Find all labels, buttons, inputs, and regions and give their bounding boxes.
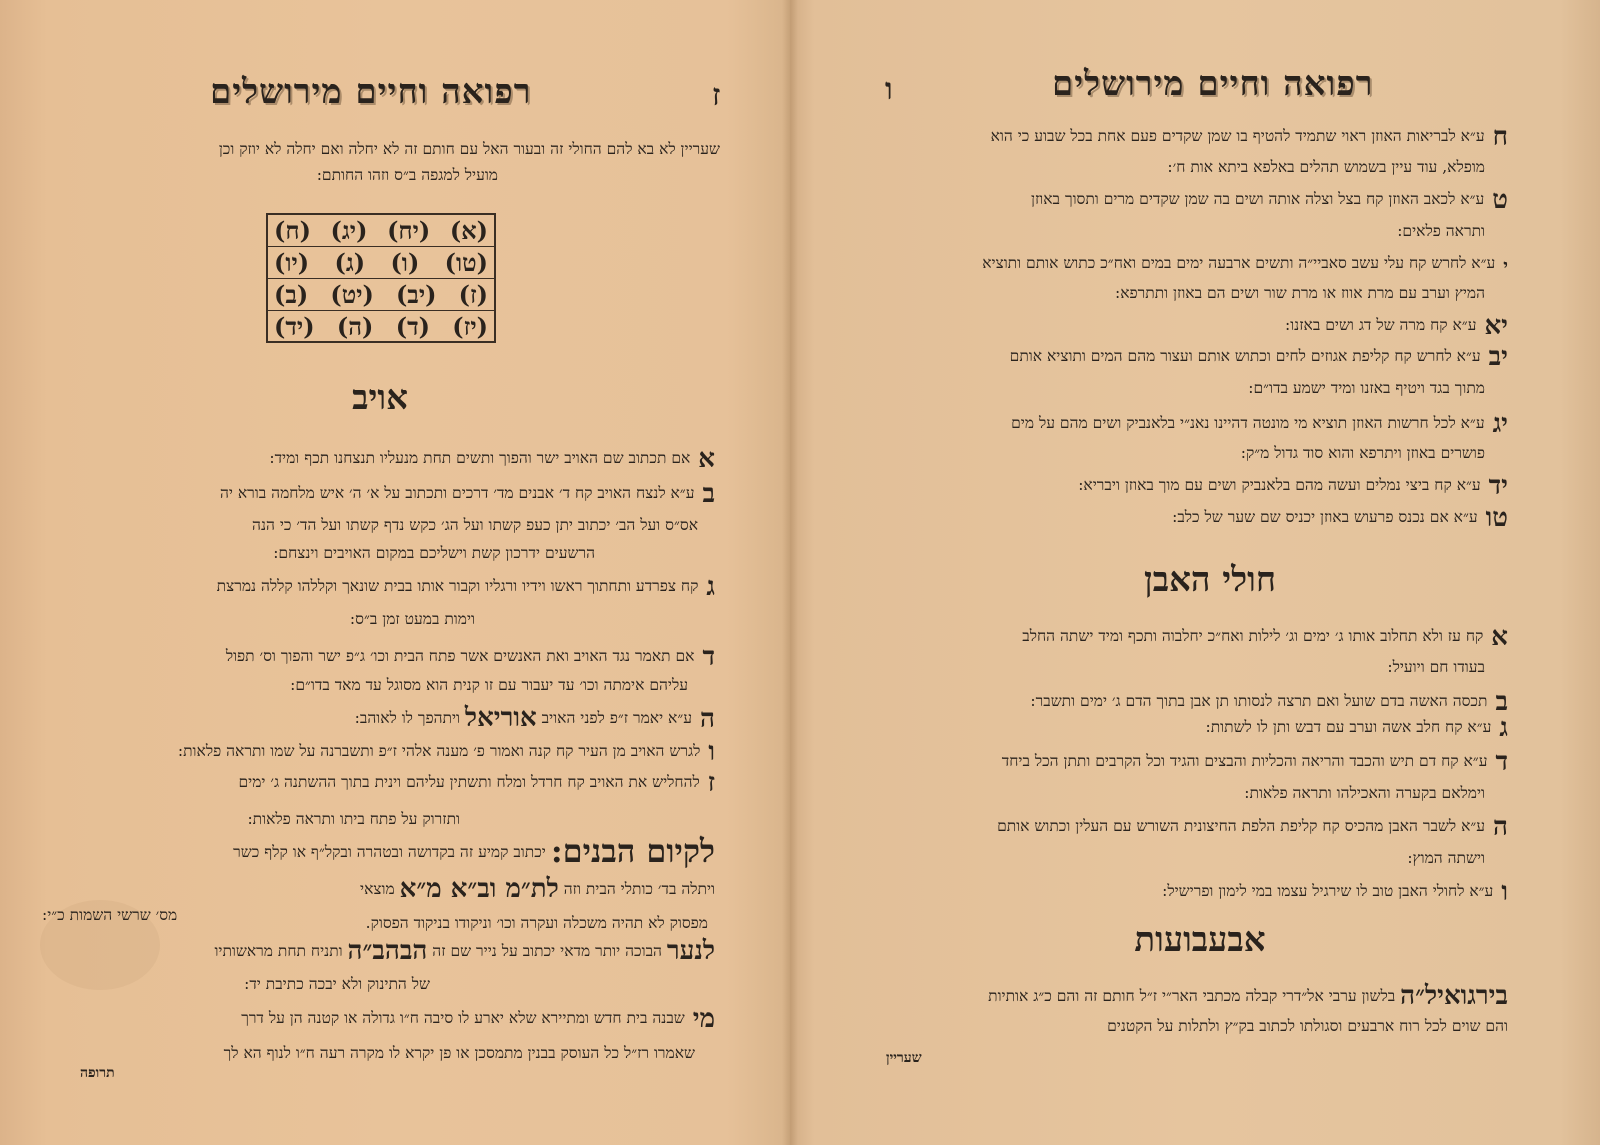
children-section [233,832,715,870]
entry-line [354,703,715,734]
grid-cell: (ז) [458,279,488,309]
catchword: תרופה [80,1065,115,1081]
divine-name: הבהב״ה [347,936,428,966]
entry-line [997,812,1508,842]
entry-marker: יד [1488,471,1508,501]
crying-child-line: של התינוק ולא יבכה כתיבת יד: [244,975,430,993]
entry-line [1078,471,1508,501]
entry-text: ע״א לנצח האויב קח ד׳ אבנים מד׳ דרכים ותכתוב על א׳ ה׳ איש מלחמה בורא יה [219,484,695,502]
entry-text: ע״א קח ביצי נמלים ועשה מהם בלאנביק ושים עם מוך באוזן ויבריא: [1078,476,1481,494]
entry-line [1001,747,1508,777]
entry-line [1030,687,1508,717]
entry-line: עליהם אימתה וכו׳ עד יעבור עם זו קנית הוא מסוגל עד מאד בדו״ם: [290,676,688,694]
entry-text: ויתהפך לו לאוהב: [354,709,460,727]
entry-marker: ג [1499,713,1508,743]
entry-text: תכסה האשה בדם שועל ואם תרצה לנסותו תן אבן בתוך הדם ג׳ ימים ותשבר: [1030,692,1488,710]
angel-name: אוריאל [464,703,537,733]
entry-text: ותניח תחת מראשותיו [214,942,343,960]
grid-cell: (א) [449,215,488,245]
entry-text: בלשון ערבי אל״דרי קבלה מכתבי האר״י ז״ל חותם זה והם כ״ג אותיות [988,987,1396,1005]
page-number: ז [712,78,721,113]
entry-marker: יג [1492,409,1508,439]
entry-line [1284,311,1508,341]
entry-text: ויתלה בד׳ כותלי הבית וזה [563,880,715,898]
section-title: חולי האבן [1144,560,1276,600]
entry-text: אם תכתוב שם האויב ישר והפוך ותשים תחת מנעליו תנצחנו תכף ומיד: [269,449,691,467]
entry-marker: טו [1485,503,1508,533]
entry-line [990,122,1508,152]
children-line [360,874,715,904]
grid-cell: (יו) [274,247,310,277]
entry-line [1172,503,1508,533]
entry-text: אם תאמר נגד האויב ואת האנשים אשר פתח הבית וכו׳ ג״פ ישר והפוך וס׳ תפול [225,647,695,665]
page-number: ו [885,72,893,107]
entry-line: וימות במעט זמן ב״ס: [349,610,475,628]
grid-row [268,311,494,342]
entry-text: יכתוב קמיע זה בקדושה ובטהרה ובקל״ף או קלף כשר [233,843,546,861]
entry-marker: ה [700,704,715,734]
crying-child-title: לנער [666,936,715,966]
entry-line [216,572,715,602]
grid-cell: (יט) [330,279,374,309]
entry-marker: ז [707,768,715,798]
entry-text: קח עז ולא תחלוב אותו ג׳ ימים וג׳ לילות ואח״כ יחלבוה ותכף ומיד ישתה החלב [1022,627,1484,645]
entry-text: ע״א לחרש קח עלי עשב סאביי״ה ותשים ארבעה ימים במים ואח״כ כתוש אותם ותוציא [982,254,1496,272]
pox-lead: בירגואיל״ה [1400,981,1508,1011]
entry-marker: ו [708,737,715,767]
entry-line: מתוך בגד ויטיף באזנו ומיד ישמע בדו״ם: [1248,379,1485,397]
entry-line [982,252,1508,278]
entry-line: אס״ס ועל הב׳ יכתוב יתן כעפ קשתו ועל הג׳ כקש נדף קשתו ועל הד׳ כי הנה [252,516,698,534]
entry-marker: ו [1501,877,1508,907]
intro-line: מועיל למגפה ב״ס וזהו החותם: [316,166,498,184]
grid-cell: (יז) [452,311,488,341]
new-house-line [241,1004,715,1034]
entry-text: ע״א לכל חרשות האוזן תוציא מי מונטה דהיינו נאנ״י בלאנביק ושים מהם על מים [1011,414,1485,432]
entry-line: מופלא, עוד עיין בשמוש תהלים באלפא ביתא אות ח׳: [1167,158,1485,176]
entry-text: ע״א יאמר ז״פ לפני האויב [541,709,693,727]
entry-line: וימלאם בקערה והאכילהו ותראה פלאות: [1244,784,1485,802]
children-title: לקיום הבנים: [550,832,715,870]
entry-marker: ט [1492,185,1508,215]
running-title: רפואה וחיים מירושלים [210,72,532,112]
entry-line [238,768,715,798]
entry-line: הרשעים ידרכון קשת וישליכם במקום האויבים וינצחם: [273,544,595,562]
entry-text: ע״א קח דם תיש והכבד והריאה והכליות והבצים והגיד וכל הקרבים ותתן הכל ביחד [1001,752,1488,770]
entry-line [1022,622,1508,652]
entry-marker: א [698,444,715,474]
entry-line [269,444,715,474]
entry-text: ע״א קח חלב אשה וערב עם דבש ותן לו לשתות: [1205,718,1492,736]
entry-text: להחליש את האויב קח חרדל ומלח ותשתין עליהם וינית בתוך ההשתנה ג׳ ימים [238,773,700,791]
grid-cell: (ד) [395,311,430,341]
entry-marker: י [1503,256,1508,277]
entry-line [219,479,715,509]
entry-text: מוצאי [360,880,395,898]
entry-line: וישתה המוץ: [1407,849,1485,867]
catchword: שעריין [886,1050,922,1066]
left-page [0,0,790,1145]
grid-cell: (ג) [334,247,366,277]
entry-line: המיץ וערב עם מרת אווז או מרת שור ושים הם באוזן ותתרפא: [1115,284,1485,302]
crying-child-line [214,936,715,966]
entry-text: ע״א אם נכנס פרעוש באוזן יכניס שם שער של כלב: [1172,508,1478,526]
children-note: מס׳ שרשי השמות כ״י: [42,906,178,924]
grid-cell: (יב) [395,279,437,309]
entry-marker: א [1491,622,1508,652]
entry-line [1031,185,1508,215]
children-line: מפסוק לא תהיה משכלה ועקרה וכו׳ וניקודו בניקוד הפסוק. [365,914,708,932]
entry-text: ע״א לשבר האבן מהכיס קח קליפת הלפת החיצונית השורש עם העלין וכתוש אותם [997,817,1486,835]
entry-marker: ד [1495,747,1508,777]
grid-cell: (יח) [387,215,431,245]
entry-marker: ב [702,479,715,509]
running-title: רפואה וחיים מירושלים [1052,64,1374,104]
entry-line: פושרים באוזן ויתרפא והוא סוד גדול מ״ק: [1240,444,1485,462]
entry-marker: יב [1488,342,1508,372]
pox-line: והם שוים לכל רוח ארבעים וסגולתו לכתוב בק״ץ ולתלות על הקטנים [1107,1017,1508,1035]
grid-cell: (יד) [274,311,315,341]
entry-line: בעודו חם ויועיל: [1387,658,1485,676]
section-title: אבעבועות [1134,920,1266,960]
grid-row [268,215,494,247]
entry-text: ע״א לבריאות האוזן ראוי שתמיד להטיף בו שמן שקדים פעם אחת בכל שבוע כי הוא [990,127,1485,145]
new-house-line: שאמרו רז״ל כל העוסק בבנין מתמסכן או פן יקרא לו מקרה רעה ח״ו לנוף הא לך [223,1044,695,1062]
entry-line [1011,409,1508,439]
entry-marker: ד [702,642,715,672]
entry-text: קח צפרדע ותחתוך ראשו וידיו ורגליו וקבור אותו בבית שונאך וקללהו קללה נמרצת [216,577,699,595]
grid-cell: (יג) [330,215,368,245]
entry-marker: ג [706,572,715,602]
intro-line: שעריין לא בא להם החולי זה ובעור האל עם חותם זה לא יחלה ואם יחלה לא יוזק וכן [218,140,720,158]
divine-names: לת״מ וב״א מ״א [399,874,559,904]
book-gutter [782,0,798,1145]
entry-text: לגרש האויב מן העיר קח קנה ואמור פ׳ מענה אלהי ז״פ ותשברנה על שמו ותראה פלאות: [177,742,701,760]
entry-line: ותזרוק על פתח ביתו ותראה פלאות: [247,810,460,828]
grid-cell: (ח) [274,215,311,245]
entry-text: ע״א לכאב האוזן קח בצל וצלה אותה ושים בה שמן שקדים מרים ותסוך באוזן [1031,190,1485,208]
grid-row [268,279,494,311]
entry-line [177,737,715,767]
grid-cell: (ו) [390,247,420,277]
entry-marker: מי [692,1004,715,1034]
entry-line [1162,877,1508,907]
entry-text: ע״א לחרש קח קליפת אגוזים לחים וכתוש אותם ועצור מהם המים ותוציא אותם [1009,347,1481,365]
entry-marker: ח [1492,122,1508,152]
entry-line: ותראה פלאים: [1397,222,1485,240]
entry-line [1009,342,1508,372]
pox-line [988,981,1508,1011]
grid-cell: (ב) [274,279,309,309]
entry-line [1205,713,1508,743]
section-title: אויב [352,378,408,418]
amulet-grid [266,213,496,343]
entry-marker: ה [1493,812,1508,842]
grid-row [268,247,494,279]
entry-text: שבנה בית חדש ומתיירא שלא יארע לו סיבה ח״ו גדולה או קטנה הן על דרך [241,1009,685,1027]
grid-cell: (ה) [336,311,374,341]
entry-marker: יא [1484,311,1508,341]
entry-line [225,642,715,672]
entry-text: ע״א לחולי האבן טוב לו שירגיל עצמו במי לימון ופרישיל: [1162,882,1494,900]
entry-text: ע״א קח מרה של דג ושים באזנו: [1284,316,1477,334]
entry-text: הבוכה יותר מדאי יכתוב על נייר שם זה [432,942,662,960]
right-page [790,0,1600,1145]
grid-cell: (טו) [444,247,488,277]
entry-marker: ב [1495,687,1508,717]
